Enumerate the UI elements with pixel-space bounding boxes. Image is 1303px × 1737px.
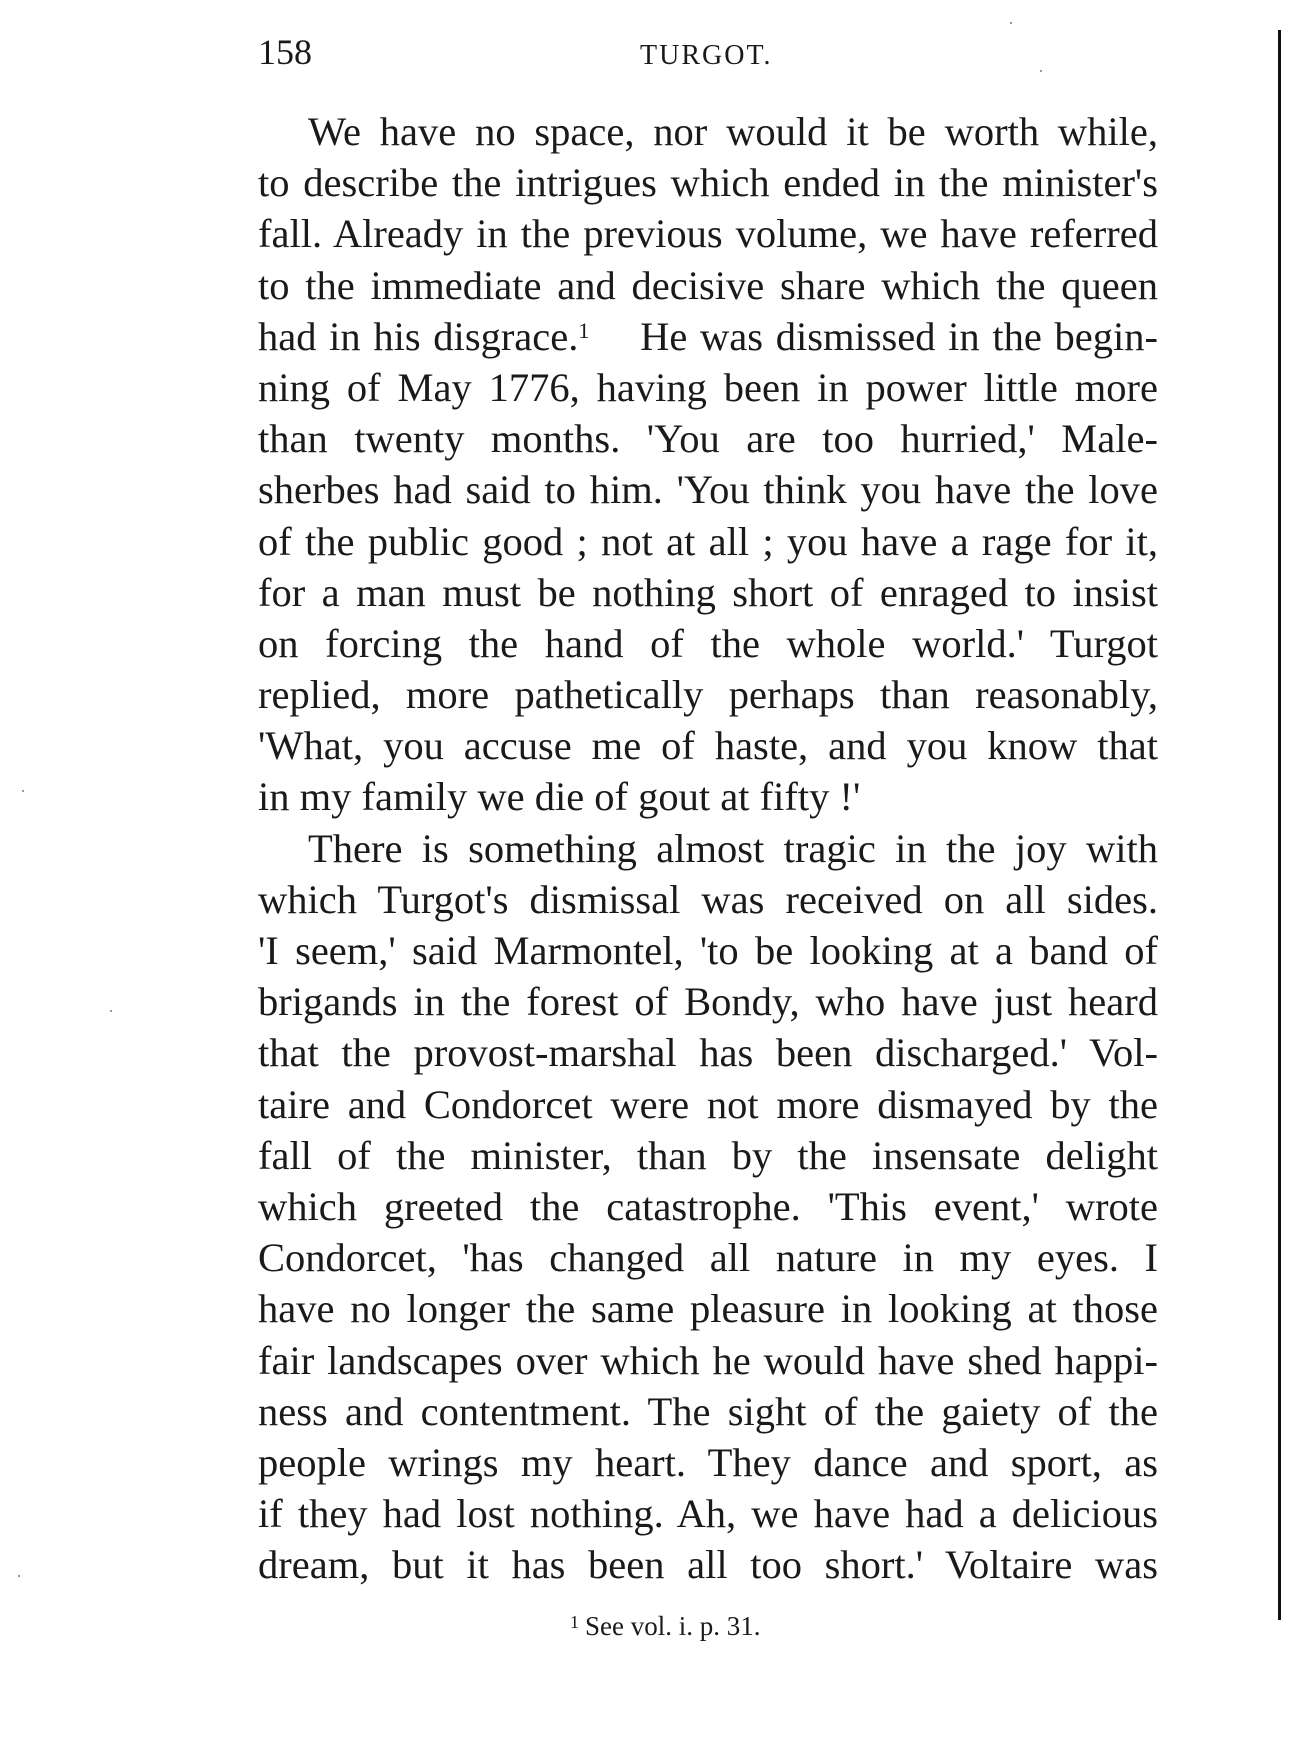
text-line: fall. Already in the previous volume, we have referred: [258, 211, 1158, 257]
text-line: fair landscapes over which he would have shed happi-: [258, 1337, 1158, 1383]
scan-speck: [1010, 22, 1012, 24]
text-line: if they had lost nothing. Ah, we have had a delicious: [258, 1491, 1158, 1537]
text-line: for a man must be nothing short of enraged to insist: [258, 569, 1158, 615]
body-text: [258, 106, 1158, 1590]
text-line: to the immediate and decisive share which the queen: [258, 262, 1158, 308]
footnote-reference: 1: [578, 317, 590, 343]
text-line: in my family we die of gout at fifty !': [258, 774, 861, 820]
text-line: fall of the minister, than by the insensate delight: [258, 1132, 1158, 1178]
text-line: dream, but it has been all too short.' Voltaire was: [258, 1542, 1158, 1588]
footnote-marker: 1: [570, 1612, 579, 1632]
text-line: have no longer the same pleasure in looking at those: [258, 1286, 1158, 1332]
text-line: brigands in the forest of Bondy, who have just heard: [258, 979, 1158, 1025]
text-line: 'What, you accuse me of haste, and you know that: [258, 723, 1158, 769]
text-line: that the provost-marshal has been discharged.' Vol-: [258, 1030, 1158, 1076]
scan-speck: [1040, 70, 1042, 72]
scan-speck: [110, 1010, 112, 1012]
text-fragment: had in his disgrace.: [258, 313, 579, 359]
text-line: taire and Condorcet were not more dismayed by the: [258, 1081, 1158, 1127]
text-line: of the public good ; not at all ; you have a rage for it,: [258, 518, 1158, 564]
page-edge-line: [1278, 30, 1281, 1620]
text-line: There is something almost tragic in the joy with: [308, 825, 1158, 871]
text-line: sherbes had said to him. 'You think you have the love: [258, 467, 1158, 513]
running-head: TURGOT.: [640, 40, 773, 71]
text-line: on forcing the hand of the whole world.' Turgot: [258, 620, 1158, 666]
text-line: people wrings my heart. They dance and sport, as: [258, 1439, 1158, 1485]
footnote: [570, 1608, 761, 1644]
text-line: 'I seem,' said Marmontel, 'to be looking at a band of: [258, 928, 1158, 973]
text-line: which greeted the catastrophe. 'This event,' wrote: [258, 1183, 1158, 1229]
text-line: We have no space, nor would it be worth while,: [308, 109, 1158, 154]
scan-speck: [18, 1575, 20, 1577]
text-line: to describe the intrigues which ended in the minister's: [258, 160, 1158, 206]
scan-speck: [22, 790, 24, 792]
text-line: than twenty months. 'You are too hurried,' Male-: [258, 416, 1158, 462]
text-line: Condorcet, 'has changed all nature in my eyes. I: [258, 1235, 1158, 1281]
text-line: ness and contentment. The sight of the gaiety of the: [258, 1388, 1158, 1434]
text-fragment: He was dismissed in the begin-: [640, 313, 1159, 359]
page-number: 158: [258, 32, 312, 72]
text-line: replied, more pathetically perhaps than reasonably,: [258, 672, 1158, 718]
text-line: ning of May 1776, having been in power little more: [258, 364, 1158, 410]
text-line-with-footnote: [258, 311, 1158, 362]
footnote-text: See vol. i. p. 31.: [585, 1611, 761, 1641]
text-line: which Turgot's dismissal was received on all sides.: [258, 876, 1158, 922]
